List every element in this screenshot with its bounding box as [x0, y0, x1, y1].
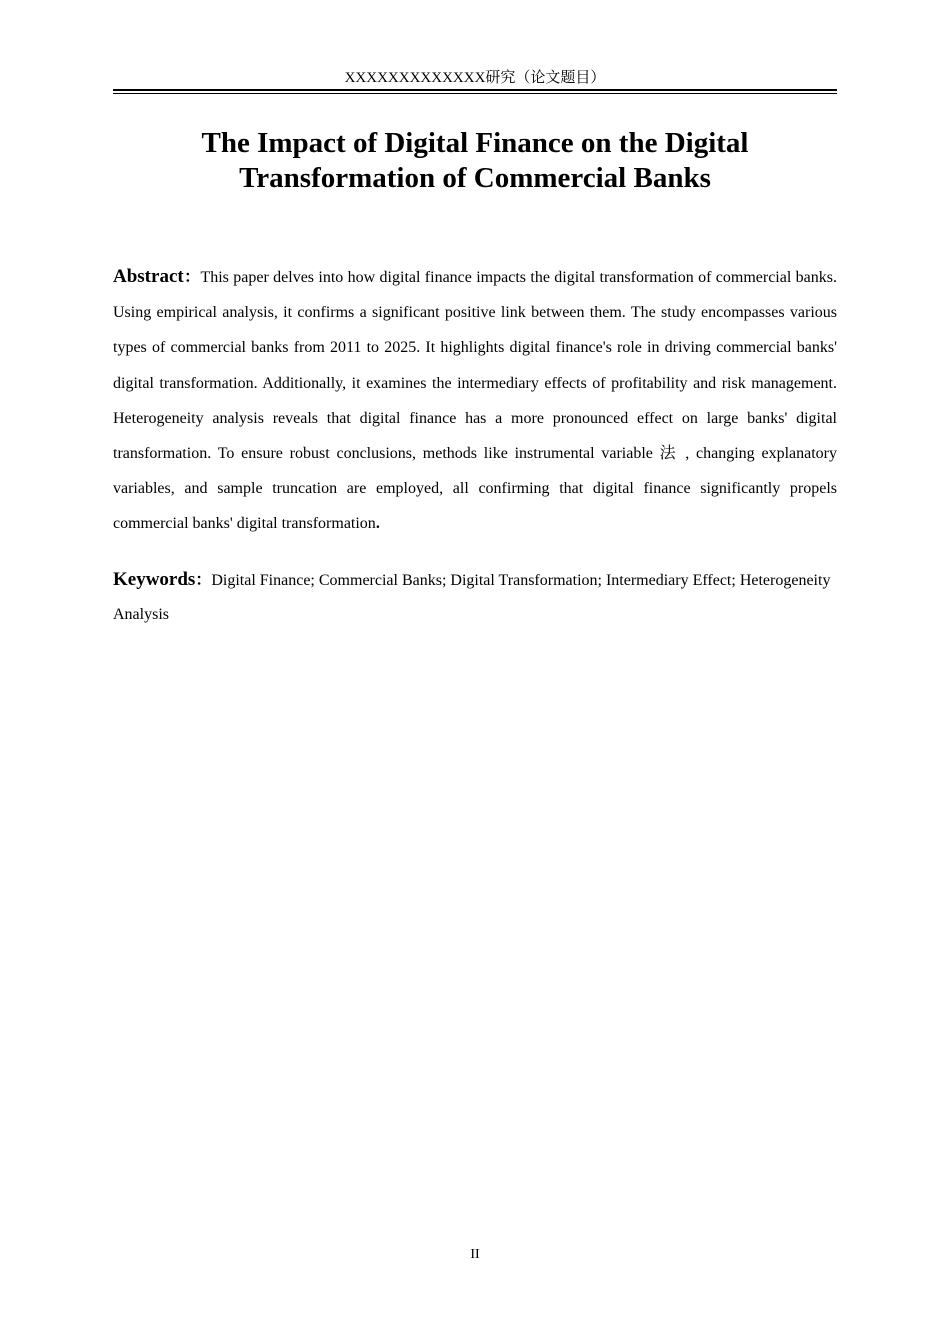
abstract-colon: ：: [183, 269, 201, 286]
abstract-end-period: .: [375, 515, 380, 533]
running-header: XXXXXXXXXXXXX研究（论文题目）: [344, 70, 606, 86]
header-rule-thin: [113, 93, 837, 94]
keywords-colon: ：: [195, 572, 212, 589]
paper-title-line-2: Transformation of Commercial Banks: [239, 162, 711, 194]
keywords-text: Digital Finance; Commercial Banks; Digital Transformation; Intermediary Effect; Heterogeneity Analysis: [113, 572, 831, 623]
abstract-label: Abstract: [113, 266, 184, 287]
abstract-text: This paper delves into how digital finance impacts the digital transformation of commercial banks. Using empirical analysis, it confirms a significant positive link between them. The study encompasses various types of commercial banks from 2011 to 2025. It highlights digital finance's role in driving commercial banks' digital transformation. Additionally, it examines the intermediary effects of profitability and risk management. Heterogeneity analysis reveals that digital finance has a more pronounced effect on large banks' digital transformation. To ensure robust conclusions, methods like instrumental variable 法 , changing explanatory variables, and sample truncation are employed, all confirming that digital finance significantly propels commercial banks' digital transformation: [113, 269, 837, 533]
keywords-paragraph: [113, 563, 837, 632]
abstract-paragraph: [113, 259, 837, 542]
paper-title-line-1: The Impact of Digital Finance on the Digital: [201, 127, 749, 159]
header-rule-thick: [113, 89, 837, 91]
keywords-label: Keywords: [113, 569, 196, 590]
paper-title: [113, 126, 837, 196]
page-number: II: [470, 1247, 480, 1262]
